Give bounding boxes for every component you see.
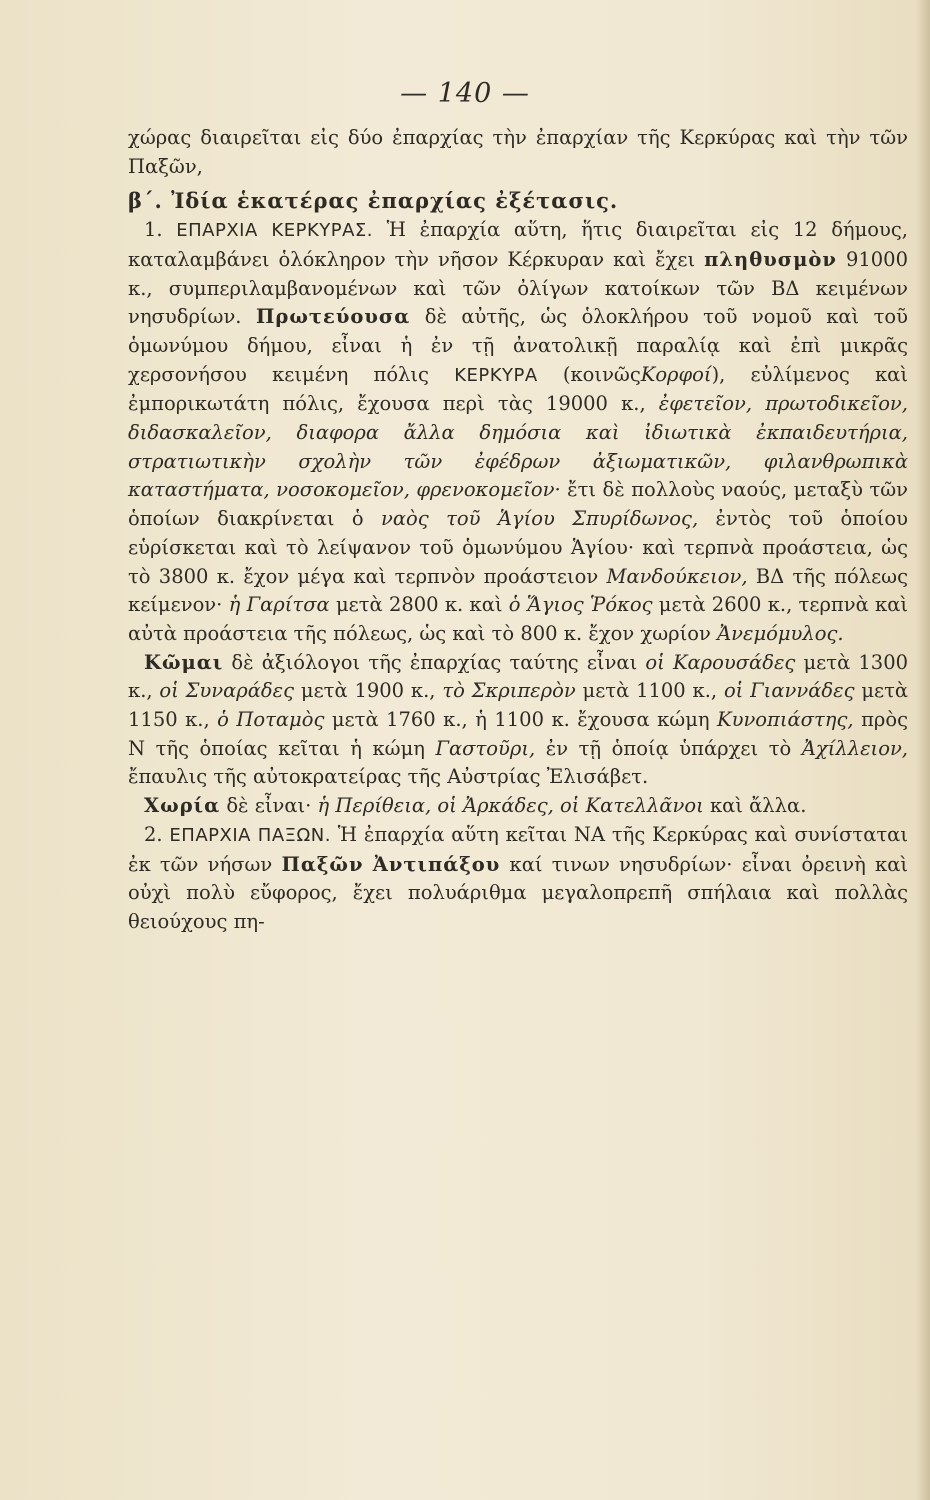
place-name: Μανδούκειον, — [606, 564, 748, 588]
text-span: δὲ ἀξιόλογοι τῆς ἐπαρχίας ταύτης εἶναι — [231, 650, 638, 674]
place-name: οἱ Γιαννάδες — [723, 679, 855, 703]
island-name: Παξῶν — [281, 852, 364, 876]
place-name: οἱ Συναράδες — [159, 679, 295, 703]
paragraph-intro — [128, 124, 908, 181]
text-span: ΒΔ τῆς πόλεως κείμενον· — [128, 564, 908, 617]
item-number: 2. — [144, 822, 163, 846]
place-name: ναὸς τοῦ Ἁγίου Σπυρίδωνος, — [381, 507, 699, 531]
text-span: μετὰ 1150 κ., — [128, 679, 909, 732]
text-span: 91000 κ., συμπεριλαμβανομένων καὶ τῶν ὀλίγων κατοίκων τῶν ΒΔ κειμένων νησυδρίων. — [128, 247, 908, 329]
institutions-list: ἐφετεῖον, πρωτοδικεῖον, διδασκαλεῖον, διαφορα ἄλλα δημόσια καὶ ἰδιωτικὰ ἐκπαιδευτήρια, στρατιωτικὴν σχολὴν τῶν ἐφέδρων ἀξιωματικῶν, φιλανθρωπικὰ καταστήματα, νοσοκομεῖον, φρενοκομεῖον· — [128, 392, 908, 502]
text-span: Ἡ ἐπαρχία αὕτη κεῖται ΝΑ τῆς Κερκύρας καὶ συνίσταται ἐκ τῶν νήσων — [128, 822, 908, 876]
place-name: τὸ Σκριπερὸν — [442, 679, 576, 703]
province-title-kerkyra: ΕΠΑΡΧΙΑ ΚΕΡΚΥΡΑΣ. — [176, 220, 374, 242]
text-span: χώρας διαιρεῖται εἰς δύο ἐπαρχίας τὴν ἐπαρχίαν τῆς Κερκύρας καὶ τὴν τῶν Παξῶν, — [128, 126, 908, 178]
text-span: (κοινῶς — [562, 362, 641, 386]
section-heading — [128, 187, 908, 216]
place-name: ἡ Γαρίτσα — [228, 593, 330, 617]
place-name: Κορφοί — [640, 362, 712, 386]
text-span: καὶ ἄλλα. — [709, 794, 807, 818]
text-span: πρὸς Ν τῆς ὁποίας κεῖται ἡ κώμη — [128, 708, 909, 760]
place-name: Γαστοῦρι, — [435, 736, 536, 760]
place-name: Ἀχίλλειον, — [801, 736, 908, 760]
text-span: μετὰ 1760 κ., ἡ 1100 κ. ἔχουσα κώμη — [331, 708, 710, 732]
paragraph-kerkyra — [128, 216, 908, 649]
text-span: μετὰ 1900 κ., — [300, 679, 436, 703]
text-span: ἔτι δὲ πολλοὺς ναούς, μεταξὺ τῶν ὁποίων διακρίνεται ὁ — [128, 478, 909, 531]
island-name: Ἀντιπάξου — [372, 852, 501, 876]
text-span: ἐν τῇ ὁποίᾳ ὑπάρχει τὸ — [545, 736, 792, 760]
paragraph-paxoi — [128, 821, 908, 937]
emphasis-komai: Κῶμαι — [144, 650, 224, 674]
text-span: καί τινων νησυδρίων· εἶναι ὀρεινὴ καὶ οὐχὶ πολὺ εὔφορος, ἔχει πολυάριθμα μεγαλοπρεπῆ σπήλαια καὶ πολλὰς θειούχους πη- — [128, 852, 909, 933]
emphasis-choria: Χωρία — [144, 794, 221, 818]
place-name: ὁ Ποταμὸς — [217, 708, 325, 732]
text-span: Ἡ ἐπαρχία αὕτη, ἥτις διαιρεῖται εἰς 12 δήμους, καταλαμβάνει ὁλόκληρον τὴν νῆσον Κέρκυραν καὶ ἔχει — [128, 218, 909, 271]
province-title-paxoi: ΕΠΑΡΧΙΑ ΠΑΞΩΝ. — [169, 824, 331, 846]
text-span: ), εὐλίμενος καὶ ἐμπορικωτάτη πόλις, ἔχουσα περὶ τὰς 19000 κ., — [128, 362, 908, 416]
page-body-text — [128, 124, 908, 937]
text-span: μετὰ 2800 κ. καὶ — [335, 593, 503, 617]
place-name: ἡ Περίθεια, οἱ Ἀρκάδες, οἱ Κατελλᾶνοι — [317, 794, 704, 818]
place-name: Ἀνεμόμυλος. — [717, 621, 844, 645]
text-span: ἔπαυλις τῆς αὐτοκρατείρας τῆς Αὐστρίας Ἐλισάβετ. — [128, 765, 649, 789]
text-span: δὲ εἶναι· — [226, 794, 312, 818]
emphasis-capital: Πρωτεύουσα — [255, 305, 411, 329]
section-heading-text: β΄. Ἰδία ἑκατέρας ἐπαρχίας ἐξέτασις. — [128, 188, 619, 214]
page-edge-shadow — [916, 0, 930, 1500]
city-name-kerkyra: ΚΕΡΚΥΡΑ — [454, 364, 538, 386]
place-name: ὁ Ἅγιος Ῥόκος — [508, 593, 653, 617]
text-span: μετὰ 1100 κ., — [582, 679, 718, 703]
paragraph-villages — [128, 649, 908, 793]
text-span: δὲ αὐτῆς, ὡς ὁλοκλήρου τοῦ νομοῦ καὶ τοῦ ὁμωνύμου δήμου, εἶναι ἡ ἐν τῇ ἀνατολικῇ παραλίᾳ καὶ ἐπὶ μικρᾶς χερσονήσου κειμένη πόλις — [128, 305, 908, 386]
emphasis-population: πληθυσμὸν — [704, 247, 837, 271]
paragraph-hamlets — [128, 792, 908, 821]
item-number: 1. — [144, 218, 163, 242]
text-span: ἐντὸς τοῦ ὁποίου εὑρίσκεται καὶ τὸ λείψανον τοῦ ὁμωνύμου Ἁγίου· καὶ τερπνὰ προάστεια, ὡς τὸ 3800 κ. ἔχον μέγα καὶ τερπνὸν προάστειον — [128, 507, 908, 588]
text-span: μετὰ 2600 κ., τερπνὰ καὶ αὐτὰ προάστεια τῆς πόλεως, ὡς καὶ τὸ 800 κ. ἔχον χωρίον — [128, 593, 909, 645]
place-name: οἱ Καρουσάδες — [645, 650, 796, 674]
text-span: μετὰ 1300 κ., — [128, 650, 909, 703]
place-name: Κυνοπιάστης, — [717, 708, 854, 732]
page-number: — 140 — — [400, 78, 530, 109]
